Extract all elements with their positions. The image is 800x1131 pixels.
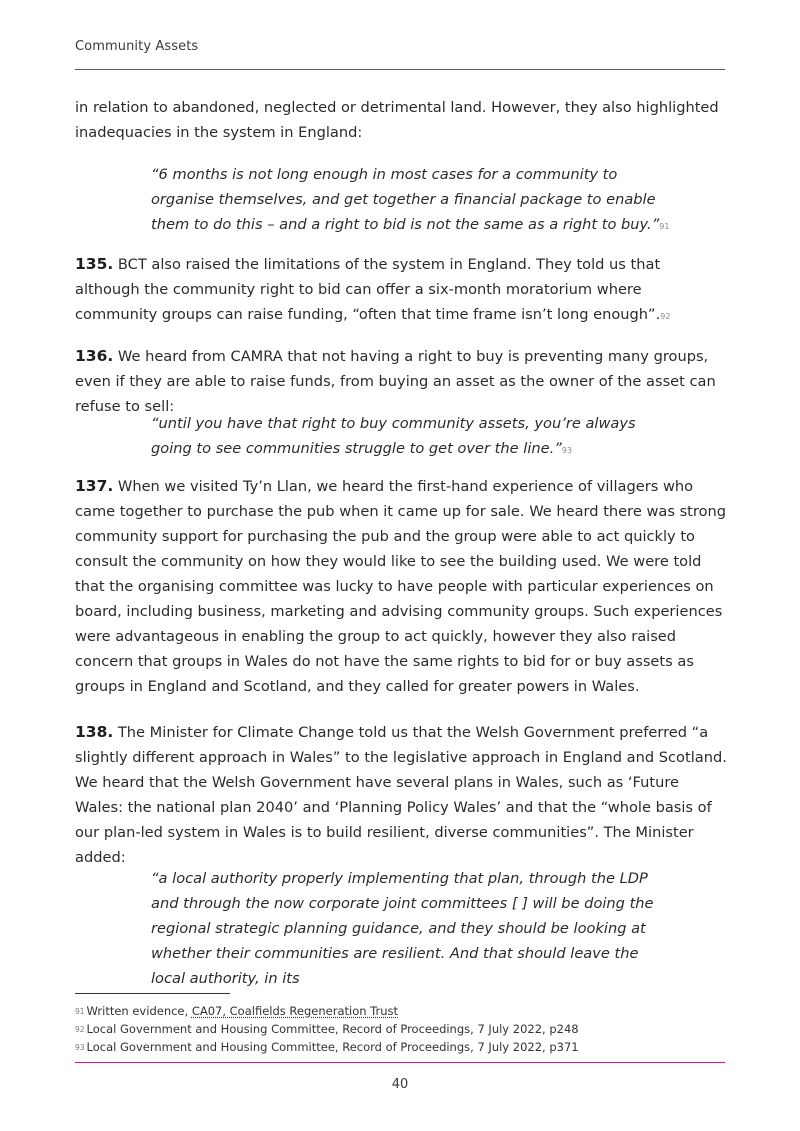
paragraph-number-137: 137. [75,477,114,495]
footnote-92 [75,1020,725,1038]
footnotes [75,1002,725,1056]
footnote-number: 92 [75,1025,85,1034]
paragraph-138-text: The Minister for Climate Change told us that the Welsh Government preferred “a slightly different approach in Wales” to the legislative approach in England and Scotland. We heard that the Welsh Government have several plans in Wales, such as ‘Future Wales: the national plan 2040’ and ‘Planning Policy Wales’ and that the “whole basis of our plan-led system in Wales is to build resilient, diverse communities”. The Minister added: [75,724,727,866]
footnote-number: 93 [75,1043,85,1052]
page-number: 40 [391,1077,409,1092]
header-divider [75,69,725,70]
paragraph-number-136: 136. [75,347,114,365]
quote-1-text: “6 months is not long enough in most cases for a community to organise themselves, and get together a financial package to enable them to do this – and a right to bid is not the same as a right to buy.” [151,166,660,233]
footnote-divider [75,993,230,994]
footnote-93 [75,1038,725,1056]
paragraph-intro: in relation to abandoned, neglected or detrimental land. However, they also highlighted inadequacies in the system in England: [75,99,719,141]
footnote-text: Local Government and Housing Committee, Record of Proceedings, 7 July 2022, p248 [86,1022,579,1036]
quote-block-3 [151,866,671,991]
paragraph-137-text: When we visited Ty’n Llan, we heard the first-hand experience of villagers who came together to purchase the pub when it came up for sale. We heard there was strong community support for purchasing the pub and the group were able to act quickly to consult the community on how they would like to see the building used. We were told that the organising committee was lucky to have people with particular experiences on board, including business, marketing and advising community groups. Such experiences were advantageous in enabling the group to act quickly, however they also raised concern that groups in Wales do not have the same rights to bid for or buy assets as groups in England and Scotland, and they called for greater powers in Wales. [75,478,727,695]
paragraph-number-138: 138. [75,723,114,741]
paragraph-number-135: 135. [75,255,114,273]
footnote-ref-92[interactable]: 92 [660,312,671,321]
footnote-text: Local Government and Housing Committee, Record of Proceedings, 7 July 2022, p371 [86,1040,579,1054]
header-title: Community Assets [75,39,199,54]
footnote-91 [75,1002,725,1020]
quote-block-2 [151,411,671,461]
footnote-ref-91[interactable]: 91 [659,222,670,231]
quote-3-text: “a local authority properly implementing that plan, through the LDP and through the now corporate joint committees [ ] will be doing the regional strategic planning guidance, and they should be looking at whether their communities are resilient. And that should leave the local authority, in its [151,870,654,987]
paragraph-135-text: BCT also raised the limitations of the system in England. They told us that although the community right to bid can offer a six-month moratorium where community groups can raise funding, “often that time frame isn’t long enough”. [75,256,661,323]
footnote-number: 91 [75,1007,85,1016]
footnote-ref-93[interactable]: 93 [561,446,572,455]
footnote-link-ca07[interactable]: CA07, Coalfields Regeneration Trust [191,1004,399,1018]
quote-2-text: “until you have that right to buy community assets, you’re always going to see communities struggle to get over the line.” [151,415,636,457]
footnote-text: Written evidence, [86,1004,192,1018]
footer-divider [75,1062,725,1063]
paragraph-136-text: We heard from CAMRA that not having a right to buy is preventing many groups, even if they are able to raise funds, from buying an asset as the owner of the asset can refuse to sell: [75,348,716,415]
paragraph-136 [75,344,727,419]
quote-block-1 [151,162,671,237]
paragraph-135 [75,252,727,327]
paragraph-138 [75,720,727,870]
paragraph-137 [75,474,727,699]
